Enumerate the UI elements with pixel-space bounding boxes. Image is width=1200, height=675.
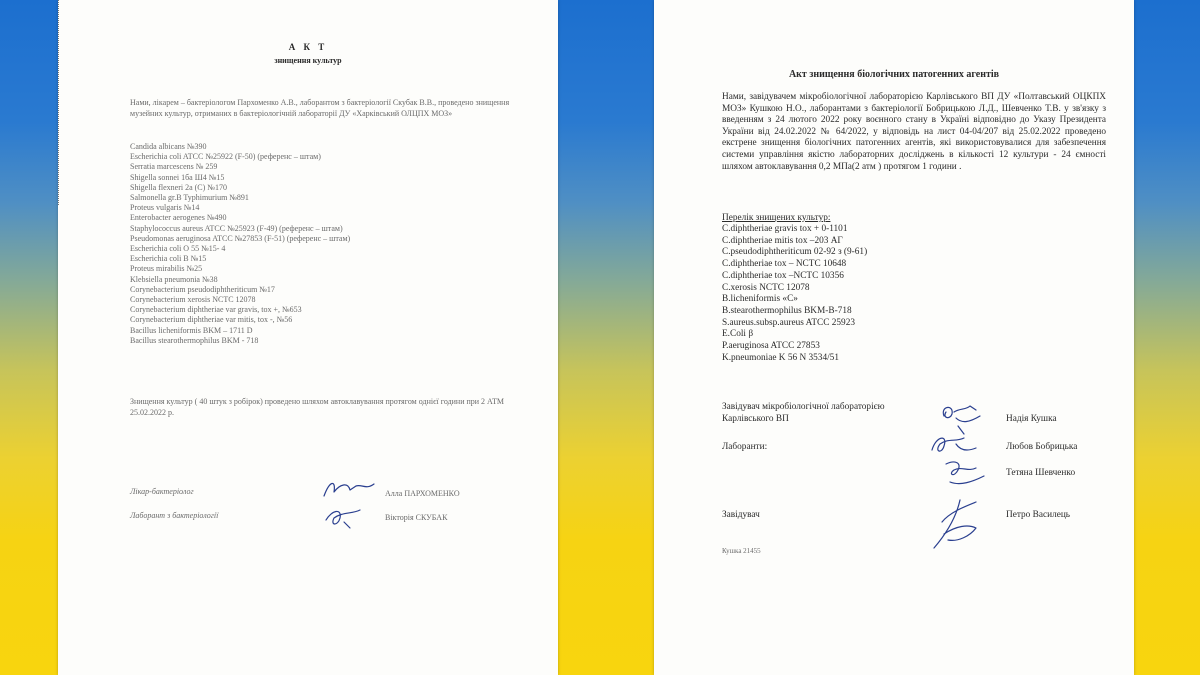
culture-item: Staphylococcus aureus ATCC №25923 (F-49) (референс – штам)	[130, 223, 343, 233]
lab-name-2: Тетяна Шевченко	[1006, 468, 1076, 478]
culture-item: C.xerosis NCTC 12078	[722, 282, 810, 293]
culture-item: Salmonella gr.B Typhimurium №891	[130, 193, 249, 203]
right-doc-title: Акт знищення біологічних патогенних агентів	[788, 69, 1000, 80]
left-doc-subtitle: знищення культур	[274, 56, 342, 65]
head-role-line-1: Завідувач мікробіологічної лабораторією	[722, 402, 885, 412]
footer-note: Кушка 21455	[722, 547, 761, 555]
right-doc-intro: Нами, завідувачем мікробіологічної лабораторією Карлівського ВП ДУ «Полтавський ОЦКПХ МОЗ» Кушкою Н.О., лаборантами з бактеріології Бобрицькою Л.Д., Шевченко Т.В. у зв'язку з введенням з 24 лютого 2022 року воєнного стану в Україні відповідно до Указу Президента України від 24.02.2022 № 64/2022, у відповідь на лист 04-04/207 від 25.02.2022 проведено екстрене знищення біологічних патогенних агентів, які використовувалися для забезпечення системи управління якістю лабораторних досліджень в кількості 12 культури - 24 ємності шляхом автоклавування 0,2 МПа(2 атм ) протягом 1 години .	[722, 92, 1106, 172]
left-sig-name-2: Вікторія СКУБАК	[385, 513, 448, 522]
culture-item: Corynebacterium pseudodiphtheriticum №17	[130, 284, 275, 294]
right-culture-list	[722, 224, 867, 364]
culture-item: Bacillus stearothermophilus BKM - 718	[130, 335, 259, 345]
culture-item: S.aureus.subsp.aureus ATCC 25923	[722, 317, 855, 328]
culture-item: Serratia marcescens № 259	[130, 162, 218, 172]
culture-item: Shigella flexneri 2а (С) №170	[130, 182, 227, 192]
document-page-right	[654, 0, 1134, 675]
culture-item: E.Coli β	[722, 329, 754, 340]
lab-name-1: Любов Бобрицька	[1006, 442, 1078, 452]
left-doc-intro: Нами, лікарем – бактеріологом Пархоменко А.В., лаборантом з бактеріології Скубак В.В., проведено знищення музейних культур, отриманих в бактеріологічній лабораторії ДУ «Харківський ОЛЦПХ МОЗ»	[130, 98, 510, 118]
culture-item: C.pseudodiphtheriticum 02-92 з (9-61)	[722, 247, 868, 258]
culture-item: Enterobacter aerogenes №490	[130, 213, 227, 223]
culture-item: K.pneumoniae K 56 N 3534/51	[722, 352, 839, 363]
culture-item: Corynebacterium diphtheriae var mitis, tox -, №56	[130, 315, 293, 325]
signature-left-1	[320, 476, 380, 502]
culture-item: Bacillus licheniformis BKM – 1711 D	[130, 325, 253, 335]
left-sig-role-1: Лікар-бактеріолог	[130, 487, 194, 496]
head-name: Надія Кушка	[1006, 414, 1057, 424]
head-role-line-2: Карлівського ВП	[722, 414, 789, 424]
culture-item: Corynebacterium diphtheriae var gravis, tox +, №653	[130, 305, 302, 315]
culture-item: C.diphtheriae gravis tox + 0-1101	[722, 224, 848, 234]
left-doc-conclusion: Знищення культур ( 40 штук з робірок) проведено шляхом автоклавування протягом однієї години при 2 АТМ 25.02.2022 р.	[130, 397, 505, 417]
culture-item: P.aeruginosa ATCC 27853	[722, 341, 820, 352]
culture-item: Escherichia coli ATCC №25922 (F-50) (референс – штам)	[130, 152, 321, 162]
culture-item: Candida albicans №390	[130, 142, 207, 151]
culture-item: Proteus mirabilis №25	[130, 264, 203, 274]
signature-director	[926, 494, 986, 554]
culture-item: Shigella sonnei 1ба Ш4 №15	[130, 172, 225, 182]
left-doc-title: А К Т	[288, 42, 328, 52]
director-role: Завідувач	[722, 510, 760, 520]
right-list-heading: Перелік знищених культур:	[722, 213, 831, 223]
left-culture-list	[130, 142, 350, 346]
signature-left-2	[320, 504, 380, 530]
signature-lab-2	[940, 456, 1000, 488]
culture-item: Escherichia coli В №15	[130, 254, 207, 264]
culture-item: C.diphtheriae mitis tox –203 АГ	[722, 235, 843, 246]
lab-role: Лаборанти:	[722, 442, 768, 452]
culture-item: Corynebacterium xerosis NCTC 12078	[130, 295, 256, 305]
culture-item: Pseudomonas aeruginosa ATCC №27853 (F-51) (референс – штам)	[130, 233, 351, 243]
director-name: Петро Василець	[1006, 510, 1071, 520]
culture-item: B.licheniformis «C»	[722, 294, 798, 305]
left-sig-name-1: Алла ПАРХОМЕНКО	[385, 489, 460, 498]
culture-item: C.diphtheriae tox – NCTC 10648	[722, 259, 847, 270]
culture-item: Klebsiella pneumonia №38	[130, 274, 218, 284]
culture-item: Escherichia coli O 55 №15- 4	[130, 244, 226, 254]
culture-item: C.diphtheriae tox –NCTC 10356	[722, 270, 844, 281]
culture-item: Proteus vulgaris №14	[130, 203, 200, 213]
document-page-left	[58, 0, 558, 675]
left-sig-role-2: Лаборант з бактеріології	[130, 511, 219, 520]
page-edge-marks	[58, 0, 64, 205]
culture-item: B.stearothermophilus BKM-B-718	[722, 305, 852, 316]
